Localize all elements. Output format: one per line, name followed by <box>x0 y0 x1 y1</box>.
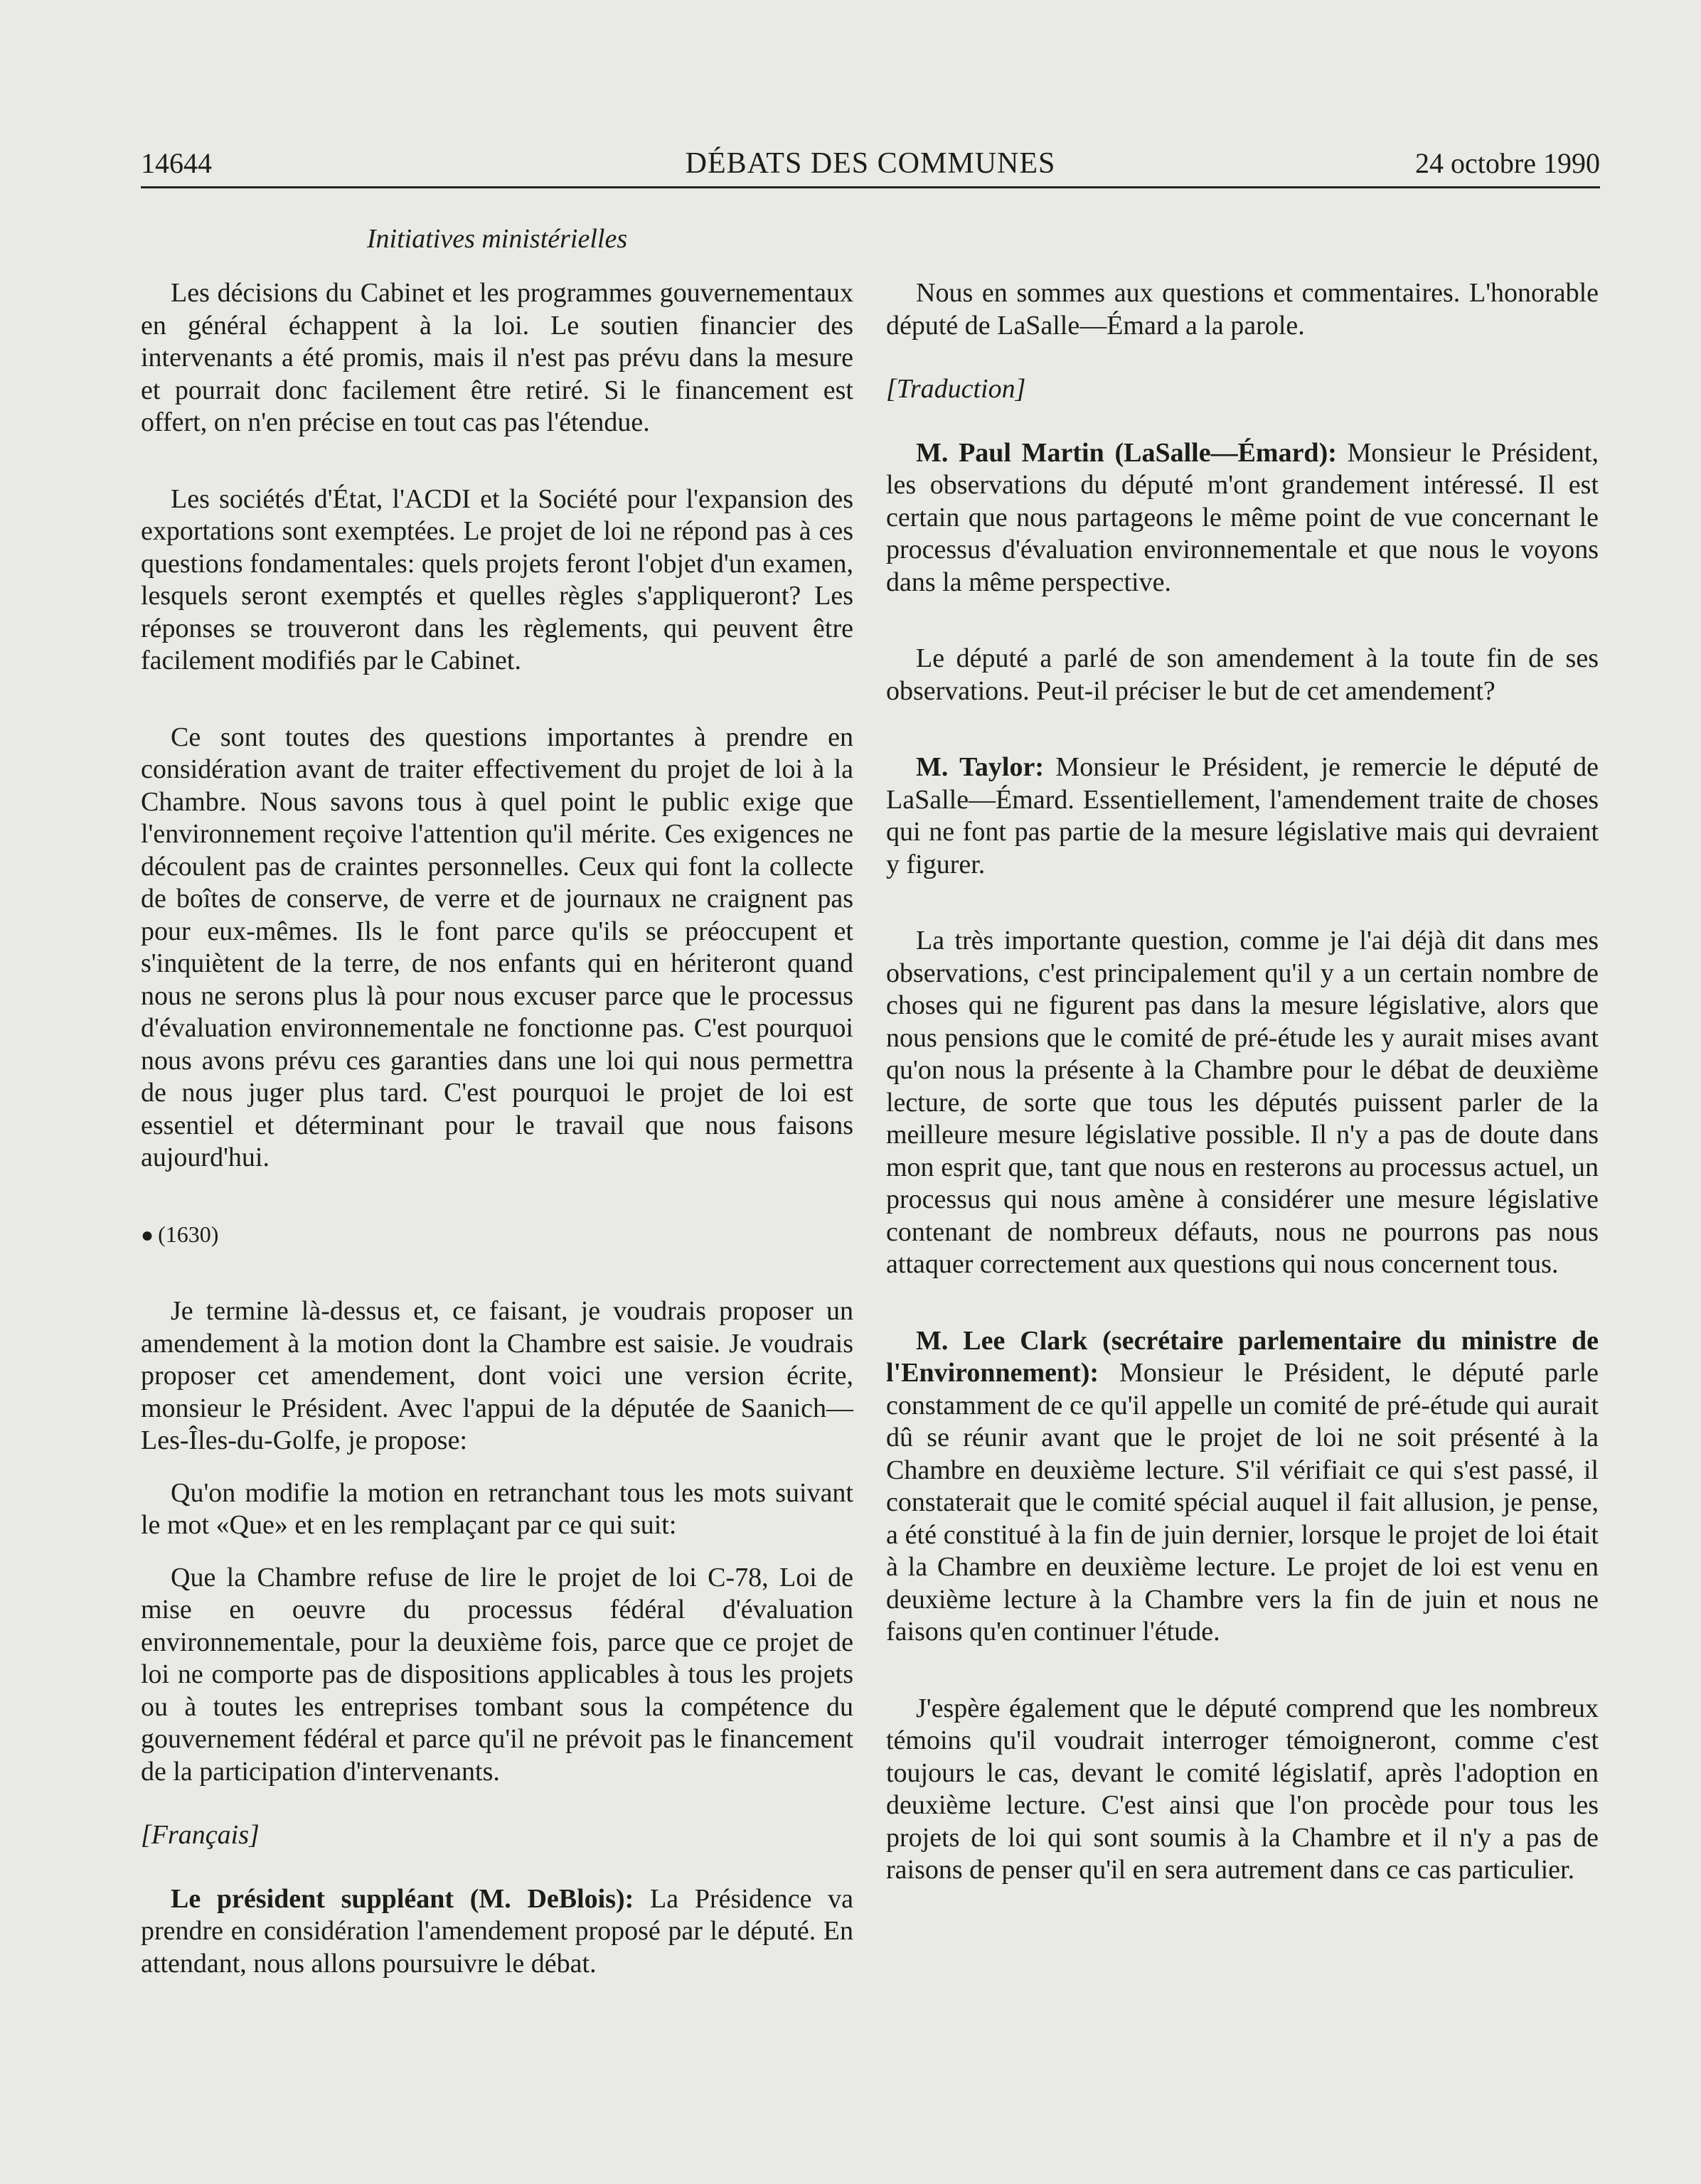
speaker-name: M. Paul Martin (LaSalle—Émard): <box>916 437 1337 468</box>
publication-date: 24 octobre 1990 <box>1415 147 1600 179</box>
timestamp <box>141 1219 853 1252</box>
paragraph: Le député a parlé de son amendement à la toute fin de ses observations. Peut-il préciser le but de cet amendement? <box>886 643 1599 706</box>
publication-title: DÉBATS DES COMMUNES <box>685 147 1056 180</box>
left-column <box>141 277 853 1980</box>
paragraph <box>886 437 1599 599</box>
paragraph <box>886 1325 1599 1649</box>
section-title: Initiatives ministérielles <box>366 224 628 254</box>
paragraph: J'espère également que le député comprend que les nombreux témoins qu'il voudrait interroger témoigneront, comme c'est toujours le cas, devant le comité législatif, après l'adoption en deuxième lecture. C'est ainsi que l'on procède pour tous les projets de loi qui sont soumis à la Chambre et il n'y a pas de raisons de penser qu'il en sera autrement dans ce cas particulier. <box>886 1693 1599 1885</box>
paragraph: Les sociétés d'État, l'ACDI et la Société pour l'expansion des exportations sont exemptées. Le projet de loi ne répond pas à ces questions fondamentales: quels projets feront l'objet d'un examen, lesquels seront exemptés et quelles règles s'appliqueront? Les réponses se trouveront dans les règlements, qui peuvent être facilement modifiés par le Cabinet. <box>141 483 853 675</box>
bullet-icon: ● <box>141 1223 154 1247</box>
speaker-name: M. Taylor: <box>916 752 1045 782</box>
right-column <box>886 277 1599 1887</box>
speech-text: Monsieur le Président, le député parle constamment de ce qu'il appelle un comité de pré-étude qui aurait dû se réunir avant que le projet de loi ne soit présenté à la Chambre en deuxième lecture. S'il vérifiait ce qui s'est passé, il constaterait que le comité spécial auquel il fait allusion, je pense, a été constitué à la fin de juin dernier, lorsque le projet de loi était à la Chambre en deuxième lecture. Le projet de loi est venu en deuxième lecture à la Chambre vers la fin de juin et nous ne faisons qu'en continuer l'étude. <box>886 1358 1599 1647</box>
speech-text: La Présidence va prendre en considération l'amendement proposé par le député. En attendant, nous allons poursuivre le débat. <box>141 1883 854 1979</box>
paragraph <box>886 751 1599 881</box>
timestamp-text: (1630) <box>158 1221 219 1247</box>
speaker-name: M. Lee Clark (secrétaire parlementaire du ministre de l'Environnement): <box>886 1325 1599 1388</box>
language-tag: [Traduction] <box>886 374 1026 404</box>
language-tag: [Français] <box>141 1820 260 1850</box>
paragraph: Je termine là-dessus et, ce faisant, je voudrais proposer un amendement à la motion dont la Chambre est saisie. Je voudrais proposer cet amendement, dont voici une version écrite, monsieur le Président. Avec l'appui de la députée de Saanich—Les-Îles-du-Golfe, je propose: <box>141 1296 853 1455</box>
speech-text: Monsieur le Président, je remercie le député de LaSalle—Émard. Essentiellement, l'amendement traite de choses qui ne font pas partie de la mesure législative mais qui devraient y figurer. <box>886 752 1599 879</box>
page-number: 14644 <box>141 147 212 179</box>
paragraph: Les décisions du Cabinet et les programmes gouvernementaux en général échappent à la loi. Le soutien financier des intervenants a été promis, mais il n'est pas prévu dans la mesure et pourrait donc facilement être retiré. Si le financement est offert, on n'en précise en tout cas pas l'étendue. <box>141 278 853 437</box>
paragraph <box>141 1883 853 1981</box>
page-header <box>141 142 1600 188</box>
paragraph: Nous en sommes aux questions et commentaires. L'honorable député de LaSalle—Émard a la parole. <box>886 278 1599 341</box>
paragraph: Ce sont toutes des questions importantes à prendre en considération avant de traiter effectivement du projet de loi à la Chambre. Nous savons tous à quel point le public exige que l'environnement reçoive l'attention qu'il mérite. Ces exigences ne découlent pas de craintes personnelles. Ceux qui font la collecte de boîtes de conserve, de verre et de journaux ne craignent pas pour eux-mêmes. Ils le font parce qu'ils se préoccupent et s'inquiètent de la terre, de nos enfants qui en hériteront quand nous ne serons plus là pour nous excuser parce que le processus d'évaluation environnementale ne fonctionne pas. C'est pourquoi nous avons prévu ces garanties dans une loi qui nous permettra de nous juger plus tard. C'est pourquoi le projet de loi est essentiel et déterminant pour le travail que nous faisons aujourd'hui. <box>141 722 853 1172</box>
paragraph: La très importante question, comme je l'ai déjà dit dans mes observations, c'est principalement qu'il y a un certain nombre de choses qui ne figurent pas dans la mesure législative, alors que nous pensions que le comité de pré-étude les y aurait mises avant qu'on nous la présente à la Chambre pour le débat de deuxième lecture, de sorte que tous les députés puissent parler de la meilleure mesure législative possible. Il n'y a pas de doute dans mon esprit que, tant que nous en resterons au processus actuel, un processus qui nous amène à considérer une mesure législative contenant de nombreux défauts, nous ne pourrons pas nous attaquer correctement aux questions qui nous concernent tous. <box>886 926 1599 1279</box>
motion-quote: Qu'on modifie la motion en retranchant tous les mots suivant le mot «Que» et en les remplaçant par ce qui suit: <box>141 1477 853 1540</box>
speaker-name: Le président suppléant (M. DeBlois): <box>171 1883 634 1914</box>
speech-text: Monsieur le Président, les observations du député m'ont grandement intéressé. Il est certain que nous partageons le même point de vue concernant le processus d'évaluation environnementale et que nous le voyons dans la même perspective. <box>886 437 1599 597</box>
amendment-quote: Que la Chambre refuse de lire le projet de loi C-78, Loi de mise en oeuvre du processus fédéral d'évaluation environnementale, pour la deuxième fois, parce que ce projet de loi ne comporte pas de dispositions applicables à tous les projets ou à toutes les entreprises tombant sous la compétence du gouvernement fédéral et parce qu'il ne prévoit pas le financement de la participation d'intervenants. <box>141 1562 853 1787</box>
